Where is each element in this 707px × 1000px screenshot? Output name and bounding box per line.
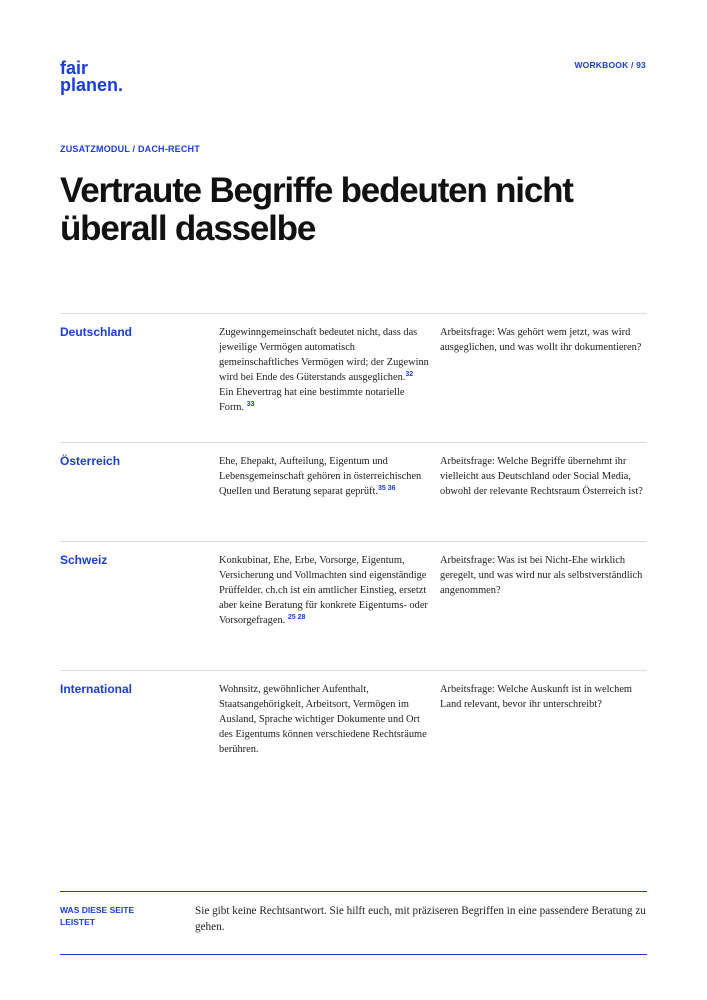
footer-divider-bottom [60,954,647,955]
region-description: Konkubinat, Ehe, Erbe, Vorsorge, Eigentum, Versicherung und Vollmachten sind eigenständige Prüffelder. ch.ch ist ein amtlicher Einstieg, ersetzt aber keine Beratung für konkrete Eigentums- oder Vorsorgefragen. $^{25 28}$ [219,555,428,626]
region-description: Wohnsitz, gewöhnlicher Aufenthalt, Staatsangehörigkeit, Arbeitsort, Vermögen im Ausland, Sprache wichtiger Dokumente und Ort des Eigentums können verschiedene Rechtsräume berühren. [219,684,427,755]
table-row-schweiz [60,541,647,670]
footer-text: Sie gibt keine Rechtsantwort. Sie hilft euch, mit präziseren Begriffen in eine passendere Beratung zu gehen. [195,905,646,933]
region-description: Zugewinngemeinschaft bedeutet nicht, dass das jeweilige Vermögen automatisch gemeinschaftliches Vermögen wird; der Zugewinn wird bei Ende des Güterstands ausgeglichen.$^{32}$ Ein Ehevertrag hat eine bestimmte notarielle Form. $^{33}$ [219,327,429,413]
region-name: Deutschland [60,325,133,339]
work-question: Arbeitsfrage: Was ist bei Nicht-Ehe wirklich geregelt, und was wird nur als selbstverständlich angenommen? [440,555,643,596]
region-description: Ehe, Ehepakt, Aufteilung, Eigentum und Lebensgemeinschaft gehören in österreichischen Quellen und Beratung separat geprüft.$^{35 36}$ [219,456,422,497]
table-row-oesterreich [60,442,647,541]
work-question: Arbeitsfrage: Welche Begriffe übernehmt ihr vielleicht aus Deutschland oder Social Media, obwohl der relevante Rechtsraum Österreich ist? [440,456,643,497]
page-label: WORKBOOK / 93 [574,60,646,70]
footer-divider-top [60,891,647,892]
region-table [60,313,647,781]
region-name: Österreich [60,454,121,468]
section-kicker: ZUSATZMODUL / DACH-RECHT [60,144,200,154]
footer-label: WAS DIESE SEITE LEISTET [60,905,135,927]
work-question: Arbeitsfrage: Welche Auskunft ist in welchem Land relevant, bevor ihr unterschreibt? [440,684,633,710]
table-row-deutschland [60,313,647,442]
footnote-ref[interactable]: 32 [405,371,414,378]
footnote-ref[interactable]: 35 36 [377,485,396,492]
region-name: International [60,682,133,696]
footnote-ref[interactable]: 25 28 [287,614,306,621]
region-name: Schweiz [60,553,108,567]
table-row-international [60,670,647,781]
brand-logo [60,60,123,94]
footnote-ref[interactable]: 33 [246,401,255,408]
logo-line-1: fair [60,58,89,78]
page-title: Vertraute Begriffe bedeuten nicht überall dasselbe [60,171,573,248]
logo-line-2: planen. [60,75,124,95]
work-question: Arbeitsfrage: Was gehört wem jetzt, was wird ausgeglichen, und was wollt ihr dokumentieren? [440,327,642,353]
